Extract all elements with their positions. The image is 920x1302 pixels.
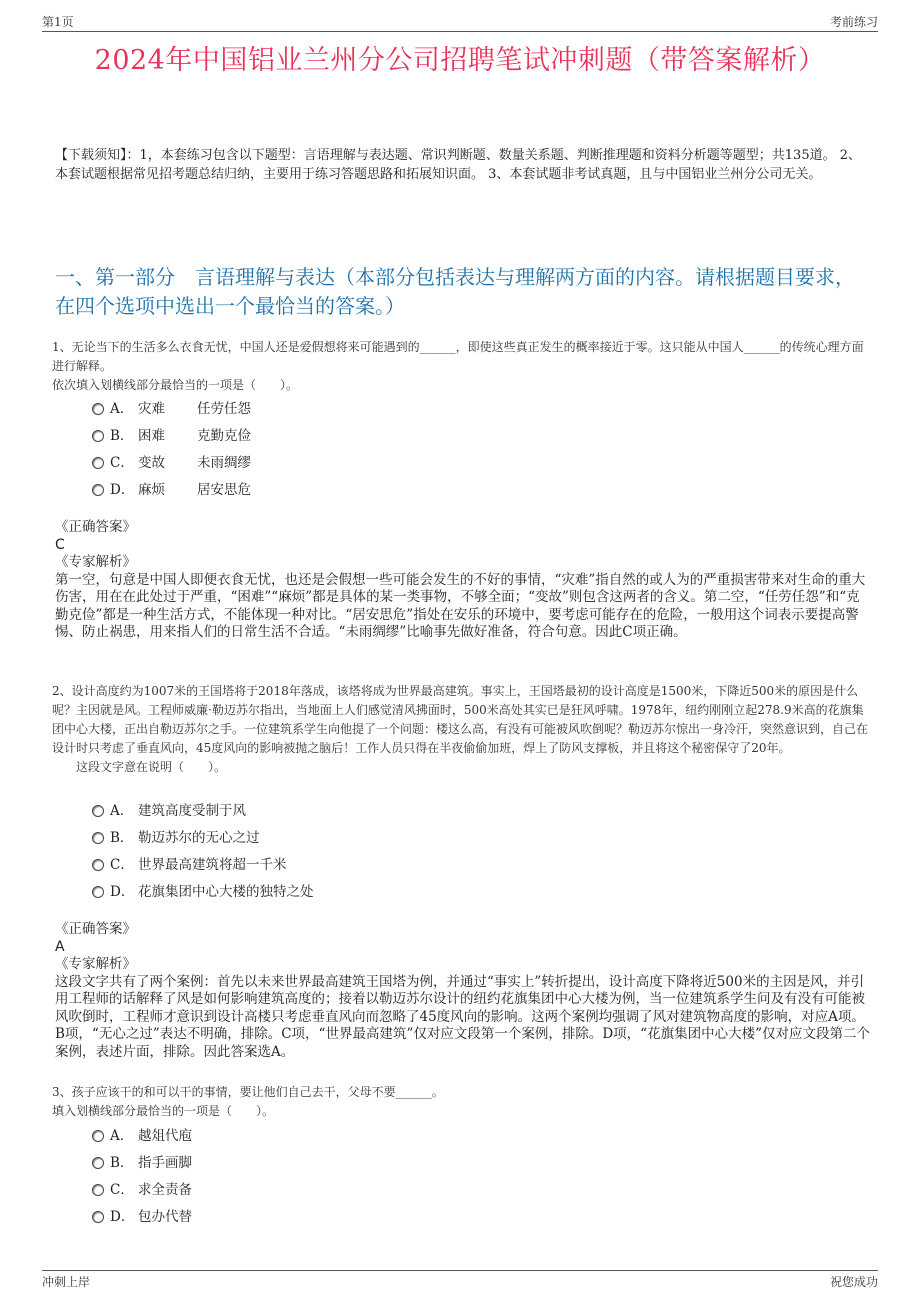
- radio-icon[interactable]: [92, 1157, 104, 1169]
- radio-icon[interactable]: [92, 1184, 104, 1196]
- option-c[interactable]: C． 世界最高建筑将超一千米: [92, 853, 287, 873]
- question-1-answer: [55, 519, 870, 642]
- question-2-answer: [55, 921, 870, 1061]
- answer-label: 《正确答案》: [55, 519, 136, 535]
- option-d[interactable]: D． 包办代替: [92, 1205, 192, 1225]
- option-b[interactable]: B． 勒迈苏尔的无心之过: [92, 826, 260, 846]
- analysis-label: 《专家解析》: [55, 956, 136, 972]
- header-right-label: 考前练习: [829, 15, 878, 29]
- answer-key: C: [55, 536, 65, 553]
- analysis-text: 这段文字共有了两个案例：首先以未来世界最高建筑王国塔为例，并通过“事实上”转折提出，设计高度下降将近500米的主因是风，并引用工程师的话解释了风是如何影响建筑高度的；接着以勒迈苏尔设计的纽约花旗集团中心大楼为例，当一位建筑系学生问及有没有可能被风吹倒时，工程师才意识到设计高楼只考虑垂直风向而忽略了45度风向的影响。这两个案例均强调了风对建筑物高度的影响，对应A项。B项，“无心之过”表达不明确，排除。C项，“世界最高建筑”仅对应文段第一个案例，排除。D项，“花旗集团中心大楼”仅对应文段第二个案例，表述片面，排除。因此答案选A。: [55, 973, 870, 1060]
- question-stem: 3、孩子应该干的和可以干的事情，要让他们自己去干，父母不要______。: [52, 1085, 444, 1099]
- option-c[interactable]: C． 变故 未雨绸缪: [92, 451, 251, 471]
- option-a[interactable]: A． 越俎代庖: [92, 1124, 192, 1144]
- option-a[interactable]: A． 建筑高度受制于风: [92, 799, 246, 819]
- page-number: 第1页: [42, 15, 74, 29]
- analysis-text: 第一空，句意是中国人即便衣食无忧，也还是会假想一些可能会发生的不好的事情，“灾难”指自然的或人为的严重损害带来对生命的重大伤害，用在在此处过于严重，“困难”“麻烦”都是具体的某一类事物，不够全面；“变故”则包含这两者的含义。第二空，“任劳任怨”和“克勤克俭”都是一种生活方式，不能体现一种对比。“居安思危”指处在安乐的环境中，要考虑可能存在的危险，一般用这个词表示要提高警惕、防止祸患，用来指人们的日常生活不合适。“未雨绸缪”比喻事先做好准备，符合句意。因此C项正确。: [55, 571, 866, 640]
- radio-icon[interactable]: [92, 805, 104, 817]
- radio-icon[interactable]: [92, 859, 104, 871]
- question-prompt: 填入划横线部分最恰当的一项是（ ）。: [52, 1104, 275, 1118]
- download-notice: 【下载须知】：1，本套练习包含以下题型：言语理解与表达题、常识判断题、数量关系题、判断推理题和资料分析题等题型；共135道。 2、本套试题根据常见招考题总结归纳，主要用于练习答题思路和拓展知识面。 3、本套试题非考试真题，且与中国铝业兰州分公司无关。: [55, 148, 861, 182]
- page-footer: [42, 1270, 878, 1291]
- question-1: [52, 338, 872, 395]
- footer-right-label: 祝您成功: [829, 1275, 878, 1289]
- radio-icon[interactable]: [92, 403, 104, 415]
- question-3: [52, 1083, 872, 1121]
- page-header: [42, 13, 878, 32]
- option-d[interactable]: D． 花旗集团中心大楼的独特之处: [92, 880, 314, 900]
- question-2: [52, 682, 872, 777]
- radio-icon[interactable]: [92, 1130, 104, 1142]
- option-b[interactable]: B． 指手画脚: [92, 1151, 192, 1171]
- question-prompt: 这段文字意在说明（ ）。: [76, 760, 227, 774]
- footer-left-label: 冲刺上岸: [42, 1275, 91, 1289]
- answer-label: 《正确答案》: [55, 921, 136, 937]
- page-title: 2024年中国铝业兰州分公司招聘笔试冲刺题（带答案解析）: [94, 45, 826, 76]
- answer-key: A: [55, 938, 65, 955]
- question-prompt: 依次填入划横线部分最恰当的一项是（ ）。: [52, 378, 299, 392]
- question-stem: 2、设计高度约为1007米的王国塔将于2018年落成，该塔将成为世界最高建筑。事实上，王国塔最初的设计高度是1500米，下降近500米的原因是什么呢？主因就是风。工程师威廉·勒迈苏尔指出，当地面上人们感觉清风拂面时，500米高处其实已是狂风呼啸。1978年，纽约刚刚立起278.9米高的花旗集团中心大楼，正出自勒迈苏尔之手。一位建筑系学生向他提了一个问题：楼这么高，有没有可能被风吹倒呢？勒迈苏尔惊出一身冷汗，突然意识到，自己在设计时只考虑了垂直风向，45度风向的影响被抛之脑后！工作人员只得在半夜偷偷加班，焊上了防风支撑板，并且将这个秘密保守了20年。: [52, 684, 869, 755]
- radio-icon[interactable]: [92, 430, 104, 442]
- radio-icon[interactable]: [92, 886, 104, 898]
- radio-icon[interactable]: [92, 457, 104, 469]
- option-a[interactable]: A． 灾难 任劳任怨: [92, 397, 251, 417]
- option-c[interactable]: C． 求全责备: [92, 1178, 192, 1198]
- option-b[interactable]: B． 困难 克勤克俭: [92, 424, 251, 444]
- radio-icon[interactable]: [92, 1211, 104, 1223]
- question-stem: 1、无论当下的生活多么衣食无忧，中国人还是爱假想将来可能遇到的______，即使这些真正发生的概率接近于零。这只能从中国人______的传统心理方面进行解释。: [52, 340, 864, 373]
- section-heading: 一、第一部分 言语理解与表达（本部分包括表达与理解两方面的内容。请根据题目要求，在四个选项中选出一个最恰当的答案。）: [55, 265, 855, 318]
- radio-icon[interactable]: [92, 832, 104, 844]
- option-d[interactable]: D． 麻烦 居安思危: [92, 478, 251, 498]
- analysis-label: 《专家解析》: [55, 554, 136, 570]
- radio-icon[interactable]: [92, 484, 104, 496]
